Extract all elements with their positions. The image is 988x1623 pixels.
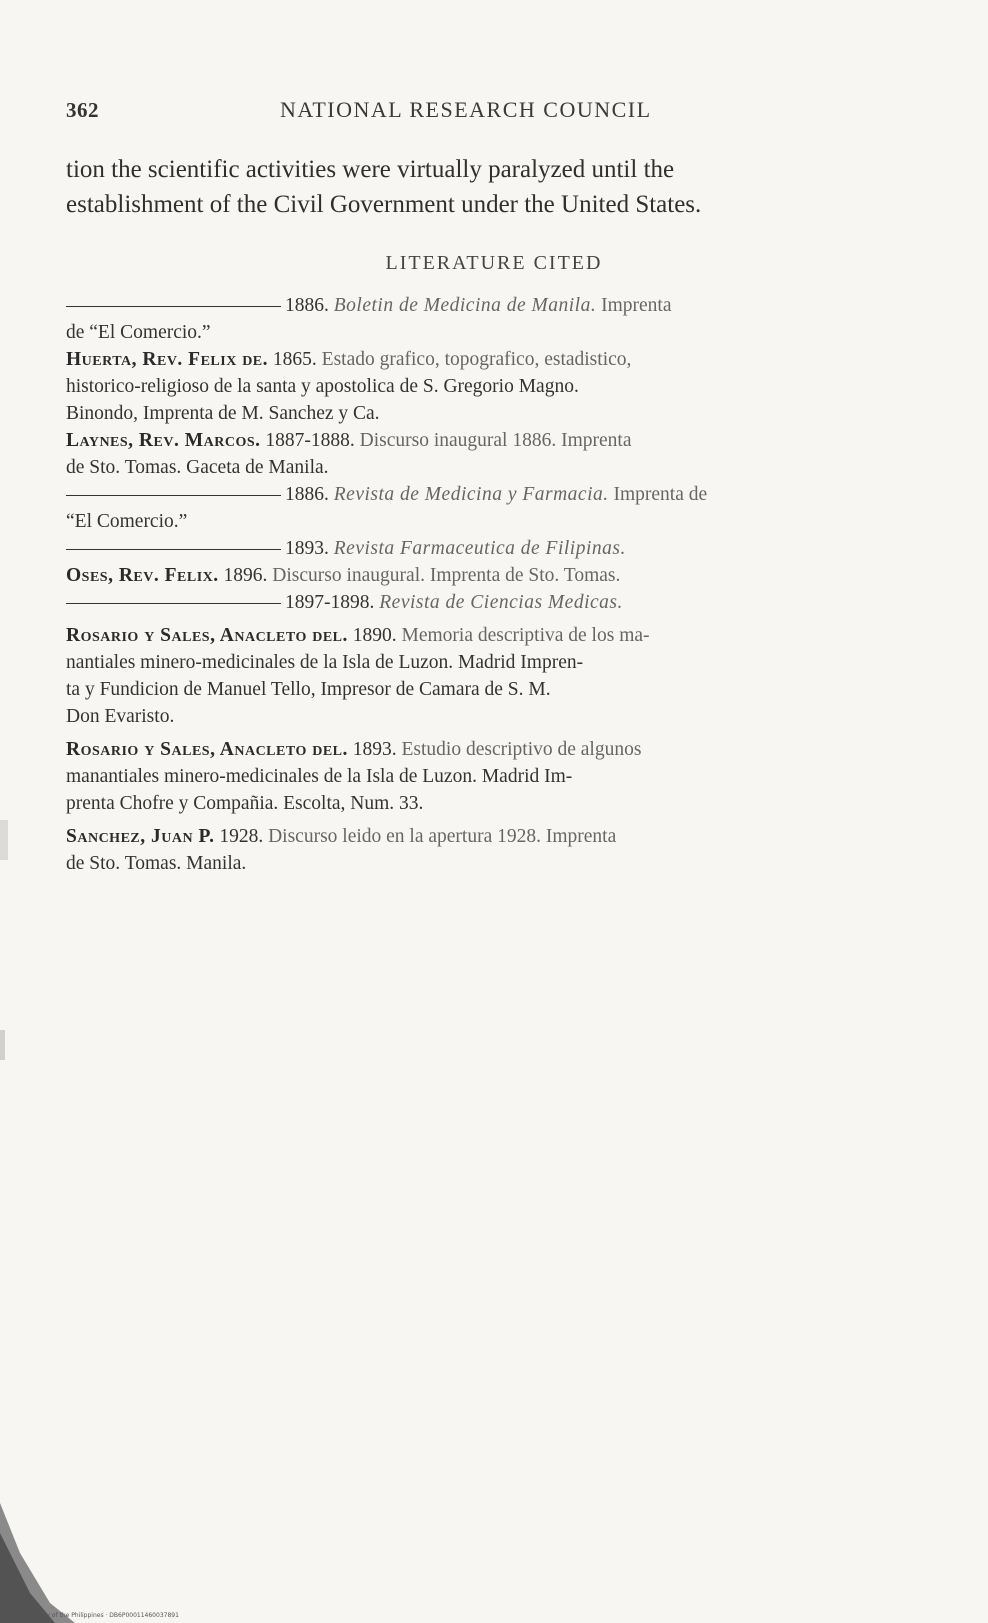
reference-year: 1896. — [223, 565, 268, 586]
reference-text: Imprenta de — [608, 484, 708, 505]
intro-line: tion the scientific activities were virtually paralyzed until the — [66, 156, 675, 183]
reference-entry — [66, 562, 912, 589]
reference-text: historico-religioso de la santa y apostolica de S. Gregorio Magno. — [66, 376, 579, 397]
reference-year: 1890. — [352, 625, 397, 646]
reference-author: Rosario y Sales, Anacleto del. — [66, 625, 348, 646]
reference-text: Memoria descriptiva de los ma- — [396, 625, 650, 646]
reference-text: de Sto. Tomas. Gaceta de Manila. — [66, 457, 329, 478]
scan-footer-note: National Library of the Philippines · DB6P00011460037891 — [2, 1612, 179, 1619]
reference-text: de “El Comercio.” — [66, 322, 211, 343]
running-head: NATIONAL RESEARCH COUNCIL — [280, 97, 652, 122]
reference-author: Oses, Rev. Felix. — [66, 565, 219, 586]
reference-year: 1887-1888. — [265, 430, 355, 451]
section-title: LITERATURE CITED — [385, 252, 603, 274]
reference-title: Revista de Medicina y Farmacia. — [333, 484, 609, 505]
reference-entry — [66, 481, 912, 535]
reference-text: manantiales minero-medicinales de la Isla de Luzon. Madrid Im- — [66, 766, 573, 787]
reference-entry — [66, 622, 912, 730]
reference-entry — [66, 427, 912, 481]
reference-text: nantiales minero-medicinales de la Isla de Luzon. Madrid Impren- — [66, 652, 584, 673]
ditto-dash — [66, 495, 281, 496]
reference-author: Sanchez, Juan P. — [66, 826, 215, 847]
ditto-dash — [66, 549, 281, 550]
reference-text: Binondo, Imprenta de M. Sanchez y Ca. — [66, 403, 380, 424]
reference-text: Discurso inaugural 1886. Imprenta — [354, 430, 632, 451]
reference-list — [66, 292, 912, 877]
page-number: 362 — [66, 98, 99, 122]
reference-year: 1886. — [285, 295, 329, 316]
scan-edge-mark — [0, 1030, 5, 1060]
scan-edge-mark — [0, 820, 8, 860]
reference-entry — [66, 535, 912, 562]
reference-text: “El Comercio.” — [66, 511, 188, 532]
reference-year: 1865. — [272, 349, 317, 370]
reference-year: 1928. — [219, 826, 264, 847]
reference-text: Discurso inaugural. Imprenta de Sto. Tomas. — [267, 565, 621, 586]
reference-entry — [66, 823, 912, 877]
reference-entry — [66, 292, 912, 346]
reference-year: 1893. — [285, 538, 329, 559]
reference-author: Laynes, Rev. Marcos. — [66, 430, 261, 451]
reference-year: 1886. — [285, 484, 329, 505]
ditto-dash — [66, 306, 281, 307]
reference-title: Revista Farmaceutica de Filipinas. — [333, 538, 626, 559]
reference-author: Rosario y Sales, Anacleto del. — [66, 739, 348, 760]
ditto-dash — [66, 603, 281, 604]
reference-author: Huerta, Rev. Felix de. — [66, 349, 269, 370]
reference-year: 1893. — [352, 739, 397, 760]
reference-title: Revista de Ciencias Medicas. — [379, 592, 623, 613]
reference-title: Boletin de Medicina de Manila. — [333, 295, 597, 316]
reference-text: Don Evaristo. — [66, 706, 175, 727]
scan-corner-shadow — [0, 1463, 80, 1623]
reference-text: ta y Fundicion de Manuel Tello, Impresor de Camara de S. M. — [66, 679, 551, 700]
reference-text: Discurso leido en la apertura 1928. Imprenta — [263, 826, 617, 847]
reference-entry — [66, 346, 912, 427]
reference-text: Estado grafico, topografico, estadistico, — [316, 349, 632, 370]
reference-text: Estudio descriptivo de algunos — [396, 739, 642, 760]
reference-text: Imprenta — [596, 295, 672, 316]
intro-paragraph — [66, 152, 926, 222]
reference-entry — [66, 736, 912, 817]
reference-text: de Sto. Tomas. Manila. — [66, 853, 247, 874]
reference-entry — [66, 589, 912, 616]
reference-text: prenta Chofre y Compañia. Escolta, Num. 33. — [66, 793, 424, 814]
reference-year: 1897-1898. — [285, 592, 375, 613]
intro-line: establishment of the Civil Government under the United States. — [66, 191, 702, 218]
